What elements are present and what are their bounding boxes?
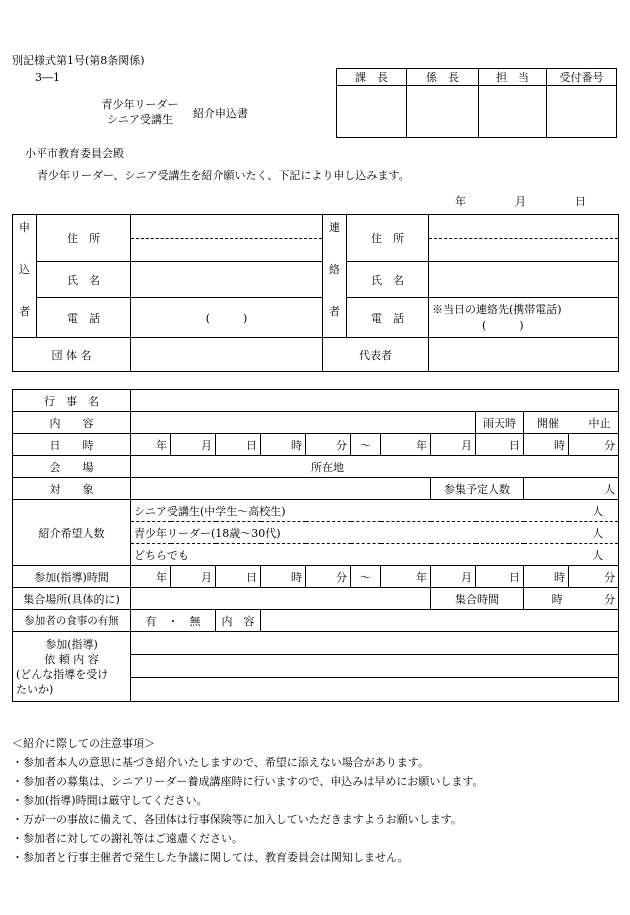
form-number: 別記様式第1号(第8条関係) [12, 54, 145, 67]
end-month[interactable]: 月 [431, 434, 476, 456]
addressee: 小平市教育委員会殿 [25, 147, 124, 160]
request-line-4: たいか) [16, 682, 54, 696]
form-title-left [100, 97, 180, 127]
form-title: 紹介申込書 [193, 107, 248, 120]
expected-count-label: 参集予定人数 [431, 478, 524, 500]
side-char: 連 [329, 221, 340, 234]
phone-paren: ( ) [205, 311, 248, 325]
applicant-name-label: 氏 名 [37, 262, 131, 298]
applicant-phone-field[interactable] [131, 298, 323, 338]
venue-label: 会 場 [13, 456, 131, 478]
rain-options[interactable] [524, 412, 619, 434]
approval-header-staff: 担 当 [479, 69, 547, 86]
side-char: 者 [329, 305, 340, 318]
event-table [12, 389, 619, 702]
approval-stamp-chief[interactable] [337, 86, 407, 138]
notes-heading: ＜紹介に際しての注意事項＞ [12, 737, 155, 750]
contact-phone-label: 電 話 [347, 298, 429, 338]
meal-label: 参加者の食事の有無 [13, 610, 131, 632]
note-item: ・万が一の事故に備えて、各団体は行事保険等に加入していただきますようお願いします。 [12, 813, 462, 826]
location-label: 所在地 [311, 460, 344, 474]
side-char: 者 [19, 305, 30, 318]
meet-place-field[interactable] [131, 588, 431, 610]
note-item: ・参加者の募集は、シニアリーダー養成講座時に行いますので、申込みは早めにお願いします。 [12, 775, 484, 788]
person-unit: 人 [592, 526, 604, 540]
applicant-name-field[interactable] [131, 262, 323, 298]
applicant-table [12, 214, 619, 372]
intro-text: 青少年リーダー、シニア受講生を紹介願いたく、下記により申し込みます。 [37, 169, 410, 182]
note-item: ・参加者と行事主催者で発生した争議に関しては、教育委員会は関知しません。 [12, 851, 409, 864]
approval-header-chief: 課 長 [337, 69, 407, 86]
request-field-line-3[interactable] [131, 678, 619, 702]
meet-hour: 時 [551, 592, 563, 606]
contact-address-field[interactable] [429, 215, 619, 262]
start-month[interactable]: 月 [171, 434, 216, 456]
expected-count-field[interactable] [524, 478, 619, 500]
approval-stamp-subchief[interactable] [407, 86, 479, 138]
group-name-label: 団 体 名 [13, 338, 131, 372]
person-unit: 人 [592, 548, 604, 562]
event-content-field[interactable] [131, 412, 476, 434]
meet-time-field[interactable] [524, 588, 619, 610]
person-unit: 人 [604, 482, 616, 496]
guide-end-month[interactable]: 月 [431, 566, 476, 588]
approval-header-receipt: 受付番号 [547, 69, 617, 86]
note-item: ・参加者本人の意思に基づき紹介いたしますので、希望に添えない場合があります。 [12, 756, 429, 769]
sub-number: 3―1 [35, 71, 60, 84]
representative-label: 代表者 [323, 338, 429, 372]
guide-end-day[interactable]: 日 [476, 566, 524, 588]
contact-phone-note: ※当日の連絡先(携帯電話) [432, 303, 562, 316]
note-item: ・参加者に対しての謝礼等はご遠慮ください。 [12, 832, 243, 845]
event-name-label: 行 事 名 [13, 390, 131, 412]
representative-field[interactable] [429, 338, 619, 372]
meet-minute: 分 [604, 592, 616, 606]
option-either-text: どちらでも [134, 548, 189, 562]
meal-content-field[interactable] [261, 610, 619, 632]
guide-start-day[interactable]: 日 [216, 566, 261, 588]
contact-name-field[interactable] [429, 262, 619, 298]
contact-side-label [323, 215, 347, 338]
meet-place-label: 集合場所(具体的に) [13, 588, 131, 610]
approval-receipt-number[interactable] [547, 86, 617, 138]
end-hour[interactable]: 時 [524, 434, 569, 456]
start-day[interactable]: 日 [216, 434, 261, 456]
contact-name-label: 氏 名 [347, 262, 429, 298]
guide-time-label: 参加(指導)時間 [13, 566, 131, 588]
venue-field[interactable] [131, 456, 619, 478]
meal-content-label: 内 容 [216, 610, 261, 632]
target-field[interactable] [131, 478, 431, 500]
applicant-phone-label: 電 話 [37, 298, 131, 338]
contact-address-label: 住 所 [347, 215, 429, 262]
person-unit: 人 [592, 504, 604, 518]
date-day: 日 [575, 195, 586, 208]
guide-start-year[interactable]: 年 [131, 566, 171, 588]
guide-end-hour[interactable]: 時 [524, 566, 569, 588]
side-char: 絡 [329, 263, 340, 276]
guide-end-year[interactable]: 年 [381, 566, 431, 588]
event-content-label: 内 容 [13, 412, 131, 434]
request-content-label [13, 632, 131, 702]
applicant-side-label [13, 215, 37, 338]
applicant-address-field[interactable] [131, 215, 323, 262]
guide-start-month[interactable]: 月 [171, 566, 216, 588]
request-line-2: 依 頼 内 容 [44, 652, 99, 666]
rain-label: 雨天時 [476, 412, 524, 434]
desired-count-label: 紹介希望人数 [13, 500, 131, 566]
start-minute[interactable]: 分 [306, 434, 351, 456]
title-line-2: シニア受講生 [107, 113, 173, 126]
option-leader-text: 青少年リーダー(18歳～30代) [134, 526, 281, 540]
request-field-line-2[interactable] [131, 655, 619, 678]
rain-held[interactable]: 開催 [537, 416, 559, 430]
title-line-1: 青少年リーダー [101, 98, 179, 111]
range-tilde: ～ [351, 566, 381, 588]
target-label: 対 象 [13, 478, 131, 500]
note-item: ・参加(指導)時間は厳守してください。 [12, 794, 208, 807]
date-year: 年 [455, 195, 466, 208]
rain-cancel[interactable]: 中止 [588, 416, 611, 430]
start-hour[interactable]: 時 [261, 434, 306, 456]
event-datetime-label: 日 時 [13, 434, 131, 456]
contact-phone-field[interactable] [429, 298, 619, 338]
approval-stamp-staff[interactable] [479, 86, 547, 138]
group-name-field[interactable] [131, 338, 323, 372]
request-line-1: 参加(指導) [45, 637, 98, 651]
end-minute[interactable]: 分 [569, 434, 619, 456]
guide-start-minute[interactable]: 分 [306, 566, 351, 588]
meal-options[interactable]: 有 ・ 無 [131, 610, 216, 632]
approval-table [336, 68, 617, 138]
meet-time-label: 集合時間 [431, 588, 524, 610]
desired-option-leader[interactable] [131, 522, 619, 544]
event-name-field[interactable] [131, 390, 619, 412]
start-year[interactable]: 年 [131, 434, 171, 456]
request-line-3: (どんな指導を受け [16, 667, 109, 681]
option-senior-text: シニア受講生(中学生～高校生) [134, 504, 286, 518]
guide-end-minute[interactable]: 分 [569, 566, 619, 588]
request-field-line-1[interactable] [131, 632, 619, 655]
range-tilde: ～ [351, 434, 381, 456]
date-month: 月 [515, 195, 526, 208]
guide-start-hour[interactable]: 時 [261, 566, 306, 588]
side-char: 申 [19, 221, 30, 234]
approval-header-subchief: 係 長 [407, 69, 479, 86]
side-char: 込 [19, 263, 30, 276]
phone-paren: ( ) [482, 319, 524, 332]
applicant-address-label: 住 所 [37, 215, 131, 262]
desired-option-either[interactable] [131, 544, 619, 566]
end-day[interactable]: 日 [476, 434, 524, 456]
desired-option-senior[interactable] [131, 500, 619, 522]
end-year[interactable]: 年 [381, 434, 431, 456]
notes-section [12, 734, 483, 867]
